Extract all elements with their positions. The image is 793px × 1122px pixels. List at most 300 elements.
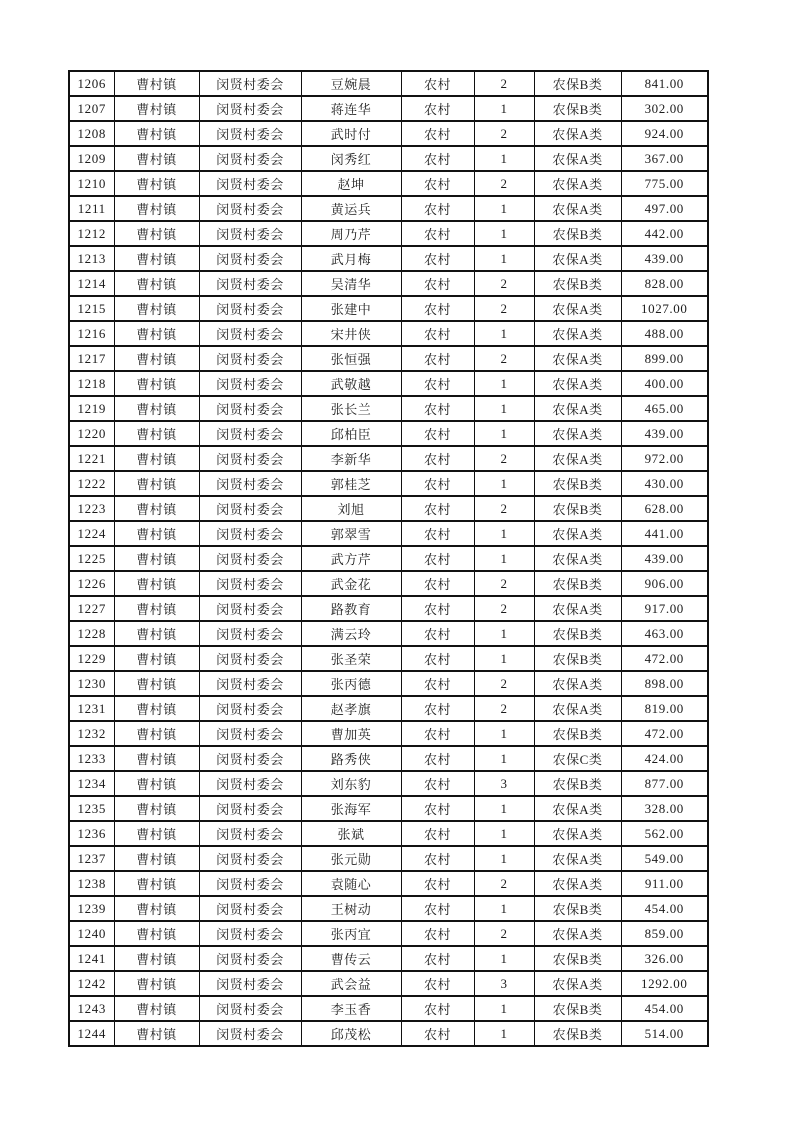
cell-town: 曹村镇 xyxy=(114,921,199,946)
cell-village-committee: 闵贤村委会 xyxy=(199,171,301,196)
cell-person-name: 曹传云 xyxy=(301,946,401,971)
cell-household-type: 农村 xyxy=(401,596,474,621)
cell-household-type: 农村 xyxy=(401,1021,474,1046)
cell-serial-number: 1210 xyxy=(69,171,114,196)
cell-village-committee: 闵贤村委会 xyxy=(199,321,301,346)
cell-village-committee: 闵贤村委会 xyxy=(199,921,301,946)
cell-household-type: 农村 xyxy=(401,571,474,596)
cell-insurance-category: 农保C类 xyxy=(534,746,621,771)
cell-person-count: 3 xyxy=(474,771,534,796)
cell-person-name: 武会益 xyxy=(301,971,401,996)
cell-serial-number: 1240 xyxy=(69,921,114,946)
cell-person-name: 张圣荣 xyxy=(301,646,401,671)
cell-amount: 514.00 xyxy=(621,1021,708,1046)
cell-household-type: 农村 xyxy=(401,421,474,446)
cell-town: 曹村镇 xyxy=(114,521,199,546)
cell-serial-number: 1239 xyxy=(69,896,114,921)
cell-person-count: 2 xyxy=(474,71,534,96)
cell-insurance-category: 农保B类 xyxy=(534,721,621,746)
cell-serial-number: 1243 xyxy=(69,996,114,1021)
cell-person-count: 2 xyxy=(474,496,534,521)
cell-village-committee: 闵贤村委会 xyxy=(199,521,301,546)
table-row xyxy=(69,746,708,771)
cell-serial-number: 1222 xyxy=(69,471,114,496)
cell-amount: 906.00 xyxy=(621,571,708,596)
cell-insurance-category: 农保B类 xyxy=(534,221,621,246)
cell-amount: 828.00 xyxy=(621,271,708,296)
cell-person-name: 闵秀红 xyxy=(301,146,401,171)
cell-amount: 463.00 xyxy=(621,621,708,646)
table-row xyxy=(69,846,708,871)
cell-serial-number: 1219 xyxy=(69,396,114,421)
cell-serial-number: 1232 xyxy=(69,721,114,746)
cell-serial-number: 1227 xyxy=(69,596,114,621)
cell-household-type: 农村 xyxy=(401,546,474,571)
cell-village-committee: 闵贤村委会 xyxy=(199,846,301,871)
cell-household-type: 农村 xyxy=(401,321,474,346)
cell-person-count: 3 xyxy=(474,971,534,996)
cell-person-name: 黄运兵 xyxy=(301,196,401,221)
cell-household-type: 农村 xyxy=(401,696,474,721)
cell-serial-number: 1211 xyxy=(69,196,114,221)
cell-serial-number: 1217 xyxy=(69,346,114,371)
cell-person-count: 1 xyxy=(474,796,534,821)
cell-amount: 302.00 xyxy=(621,96,708,121)
cell-amount: 439.00 xyxy=(621,246,708,271)
cell-person-count: 1 xyxy=(474,221,534,246)
cell-serial-number: 1209 xyxy=(69,146,114,171)
cell-serial-number: 1234 xyxy=(69,771,114,796)
cell-town: 曹村镇 xyxy=(114,196,199,221)
cell-insurance-category: 农保B类 xyxy=(534,896,621,921)
cell-serial-number: 1223 xyxy=(69,496,114,521)
cell-village-committee: 闵贤村委会 xyxy=(199,996,301,1021)
cell-amount: 497.00 xyxy=(621,196,708,221)
cell-insurance-category: 农保A类 xyxy=(534,546,621,571)
cell-person-count: 2 xyxy=(474,921,534,946)
cell-town: 曹村镇 xyxy=(114,646,199,671)
cell-amount: 628.00 xyxy=(621,496,708,521)
cell-person-count: 2 xyxy=(474,671,534,696)
cell-amount: 326.00 xyxy=(621,946,708,971)
cell-town: 曹村镇 xyxy=(114,1021,199,1046)
cell-insurance-category: 农保A类 xyxy=(534,246,621,271)
table-row xyxy=(69,521,708,546)
cell-town: 曹村镇 xyxy=(114,796,199,821)
cell-serial-number: 1221 xyxy=(69,446,114,471)
cell-insurance-category: 农保A类 xyxy=(534,971,621,996)
cell-household-type: 农村 xyxy=(401,471,474,496)
cell-person-name: 赵坤 xyxy=(301,171,401,196)
cell-insurance-category: 农保B类 xyxy=(534,471,621,496)
cell-person-count: 1 xyxy=(474,546,534,571)
cell-person-name: 路秀侠 xyxy=(301,746,401,771)
cell-serial-number: 1242 xyxy=(69,971,114,996)
cell-household-type: 农村 xyxy=(401,496,474,521)
cell-town: 曹村镇 xyxy=(114,246,199,271)
cell-person-count: 1 xyxy=(474,646,534,671)
table-row xyxy=(69,71,708,96)
cell-household-type: 农村 xyxy=(401,871,474,896)
cell-person-name: 张丙宜 xyxy=(301,921,401,946)
cell-household-type: 农村 xyxy=(401,921,474,946)
cell-person-count: 1 xyxy=(474,471,534,496)
cell-person-name: 王树动 xyxy=(301,896,401,921)
table-row xyxy=(69,146,708,171)
cell-serial-number: 1225 xyxy=(69,546,114,571)
cell-village-committee: 闵贤村委会 xyxy=(199,796,301,821)
cell-person-count: 2 xyxy=(474,596,534,621)
cell-amount: 562.00 xyxy=(621,821,708,846)
cell-person-name: 曹加英 xyxy=(301,721,401,746)
cell-serial-number: 1220 xyxy=(69,421,114,446)
cell-serial-number: 1212 xyxy=(69,221,114,246)
cell-village-committee: 闵贤村委会 xyxy=(199,1021,301,1046)
cell-household-type: 农村 xyxy=(401,621,474,646)
cell-amount: 898.00 xyxy=(621,671,708,696)
cell-village-committee: 闵贤村委会 xyxy=(199,746,301,771)
cell-insurance-category: 农保B类 xyxy=(534,621,621,646)
cell-insurance-category: 农保A类 xyxy=(534,871,621,896)
cell-insurance-category: 农保B类 xyxy=(534,771,621,796)
cell-town: 曹村镇 xyxy=(114,71,199,96)
cell-insurance-category: 农保A类 xyxy=(534,346,621,371)
cell-amount: 400.00 xyxy=(621,371,708,396)
cell-insurance-category: 农保A类 xyxy=(534,796,621,821)
cell-town: 曹村镇 xyxy=(114,621,199,646)
cell-village-committee: 闵贤村委会 xyxy=(199,971,301,996)
cell-town: 曹村镇 xyxy=(114,146,199,171)
cell-village-committee: 闵贤村委会 xyxy=(199,71,301,96)
cell-village-committee: 闵贤村委会 xyxy=(199,346,301,371)
cell-village-committee: 闵贤村委会 xyxy=(199,471,301,496)
cell-village-committee: 闵贤村委会 xyxy=(199,496,301,521)
table-row xyxy=(69,596,708,621)
cell-household-type: 农村 xyxy=(401,346,474,371)
cell-person-count: 1 xyxy=(474,321,534,346)
table-row xyxy=(69,571,708,596)
cell-serial-number: 1236 xyxy=(69,821,114,846)
cell-household-type: 农村 xyxy=(401,971,474,996)
table-row xyxy=(69,946,708,971)
cell-person-count: 2 xyxy=(474,871,534,896)
table-row xyxy=(69,796,708,821)
cell-insurance-category: 农保B类 xyxy=(534,96,621,121)
cell-person-name: 邱茂松 xyxy=(301,1021,401,1046)
cell-village-committee: 闵贤村委会 xyxy=(199,621,301,646)
cell-household-type: 农村 xyxy=(401,846,474,871)
cell-insurance-category: 农保B类 xyxy=(534,271,621,296)
cell-amount: 439.00 xyxy=(621,421,708,446)
cell-household-type: 农村 xyxy=(401,896,474,921)
cell-person-count: 1 xyxy=(474,621,534,646)
cell-household-type: 农村 xyxy=(401,646,474,671)
cell-household-type: 农村 xyxy=(401,171,474,196)
cell-village-committee: 闵贤村委会 xyxy=(199,121,301,146)
cell-amount: 439.00 xyxy=(621,546,708,571)
cell-person-count: 1 xyxy=(474,396,534,421)
cell-insurance-category: 农保A类 xyxy=(534,146,621,171)
cell-household-type: 农村 xyxy=(401,371,474,396)
cell-person-name: 路教育 xyxy=(301,596,401,621)
cell-insurance-category: 农保A类 xyxy=(534,446,621,471)
cell-person-name: 蒋连华 xyxy=(301,96,401,121)
cell-insurance-category: 农保A类 xyxy=(534,696,621,721)
table-row xyxy=(69,996,708,1021)
cell-insurance-category: 农保B类 xyxy=(534,996,621,1021)
cell-village-committee: 闵贤村委会 xyxy=(199,271,301,296)
table-row xyxy=(69,871,708,896)
cell-household-type: 农村 xyxy=(401,271,474,296)
cell-amount: 441.00 xyxy=(621,521,708,546)
cell-household-type: 农村 xyxy=(401,96,474,121)
cell-person-name: 李玉香 xyxy=(301,996,401,1021)
table-row xyxy=(69,696,708,721)
table-row xyxy=(69,646,708,671)
table-row xyxy=(69,471,708,496)
cell-village-committee: 闵贤村委会 xyxy=(199,571,301,596)
cell-town: 曹村镇 xyxy=(114,421,199,446)
table-row xyxy=(69,271,708,296)
cell-insurance-category: 农保A类 xyxy=(534,421,621,446)
cell-serial-number: 1233 xyxy=(69,746,114,771)
cell-village-committee: 闵贤村委会 xyxy=(199,821,301,846)
cell-town: 曹村镇 xyxy=(114,996,199,1021)
cell-village-committee: 闵贤村委会 xyxy=(199,696,301,721)
cell-village-committee: 闵贤村委会 xyxy=(199,371,301,396)
table-row xyxy=(69,371,708,396)
cell-village-committee: 闵贤村委会 xyxy=(199,96,301,121)
cell-household-type: 农村 xyxy=(401,71,474,96)
cell-amount: 549.00 xyxy=(621,846,708,871)
cell-town: 曹村镇 xyxy=(114,321,199,346)
cell-person-name: 张建中 xyxy=(301,296,401,321)
cell-person-count: 1 xyxy=(474,846,534,871)
cell-insurance-category: 农保A类 xyxy=(534,671,621,696)
cell-amount: 328.00 xyxy=(621,796,708,821)
cell-amount: 841.00 xyxy=(621,71,708,96)
cell-village-committee: 闵贤村委会 xyxy=(199,946,301,971)
cell-person-name: 邱柏臣 xyxy=(301,421,401,446)
cell-amount: 911.00 xyxy=(621,871,708,896)
cell-person-count: 2 xyxy=(474,271,534,296)
cell-town: 曹村镇 xyxy=(114,821,199,846)
cell-town: 曹村镇 xyxy=(114,896,199,921)
cell-insurance-category: 农保A类 xyxy=(534,596,621,621)
cell-village-committee: 闵贤村委会 xyxy=(199,146,301,171)
cell-person-count: 1 xyxy=(474,1021,534,1046)
cell-village-committee: 闵贤村委会 xyxy=(199,771,301,796)
cell-town: 曹村镇 xyxy=(114,396,199,421)
cell-serial-number: 1206 xyxy=(69,71,114,96)
cell-town: 曹村镇 xyxy=(114,171,199,196)
cell-amount: 454.00 xyxy=(621,996,708,1021)
cell-person-name: 刘旭 xyxy=(301,496,401,521)
cell-village-committee: 闵贤村委会 xyxy=(199,296,301,321)
cell-household-type: 农村 xyxy=(401,196,474,221)
cell-serial-number: 1230 xyxy=(69,671,114,696)
cell-serial-number: 1214 xyxy=(69,271,114,296)
table-row xyxy=(69,896,708,921)
cell-town: 曹村镇 xyxy=(114,946,199,971)
cell-serial-number: 1244 xyxy=(69,1021,114,1046)
cell-amount: 465.00 xyxy=(621,396,708,421)
cell-town: 曹村镇 xyxy=(114,671,199,696)
cell-town: 曹村镇 xyxy=(114,471,199,496)
table-row xyxy=(69,296,708,321)
cell-town: 曹村镇 xyxy=(114,371,199,396)
cell-person-name: 袁随心 xyxy=(301,871,401,896)
table-body xyxy=(69,71,708,1046)
cell-amount: 424.00 xyxy=(621,746,708,771)
cell-village-committee: 闵贤村委会 xyxy=(199,871,301,896)
table-row xyxy=(69,171,708,196)
cell-person-name: 吴清华 xyxy=(301,271,401,296)
table-row xyxy=(69,821,708,846)
cell-insurance-category: 农保B类 xyxy=(534,1021,621,1046)
cell-amount: 430.00 xyxy=(621,471,708,496)
table-row xyxy=(69,721,708,746)
cell-household-type: 农村 xyxy=(401,296,474,321)
cell-insurance-category: 农保A类 xyxy=(534,121,621,146)
cell-person-count: 1 xyxy=(474,521,534,546)
cell-person-name: 豆婉晨 xyxy=(301,71,401,96)
cell-household-type: 农村 xyxy=(401,671,474,696)
cell-town: 曹村镇 xyxy=(114,596,199,621)
cell-household-type: 农村 xyxy=(401,796,474,821)
cell-serial-number: 1228 xyxy=(69,621,114,646)
cell-person-count: 1 xyxy=(474,371,534,396)
cell-person-name: 满云玲 xyxy=(301,621,401,646)
cell-person-count: 1 xyxy=(474,146,534,171)
cell-village-committee: 闵贤村委会 xyxy=(199,721,301,746)
cell-amount: 472.00 xyxy=(621,646,708,671)
cell-village-committee: 闵贤村委会 xyxy=(199,396,301,421)
cell-town: 曹村镇 xyxy=(114,221,199,246)
cell-person-count: 2 xyxy=(474,696,534,721)
cell-serial-number: 1235 xyxy=(69,796,114,821)
cell-village-committee: 闵贤村委会 xyxy=(199,246,301,271)
cell-town: 曹村镇 xyxy=(114,771,199,796)
cell-person-count: 1 xyxy=(474,246,534,271)
cell-household-type: 农村 xyxy=(401,771,474,796)
cell-amount: 367.00 xyxy=(621,146,708,171)
cell-village-committee: 闵贤村委会 xyxy=(199,446,301,471)
cell-person-name: 武敬越 xyxy=(301,371,401,396)
cell-person-count: 1 xyxy=(474,896,534,921)
cell-serial-number: 1238 xyxy=(69,871,114,896)
cell-town: 曹村镇 xyxy=(114,346,199,371)
cell-amount: 472.00 xyxy=(621,721,708,746)
cell-amount: 877.00 xyxy=(621,771,708,796)
cell-town: 曹村镇 xyxy=(114,746,199,771)
table-row xyxy=(69,96,708,121)
cell-insurance-category: 农保B类 xyxy=(534,496,621,521)
cell-household-type: 农村 xyxy=(401,821,474,846)
cell-village-committee: 闵贤村委会 xyxy=(199,221,301,246)
cell-household-type: 农村 xyxy=(401,521,474,546)
cell-town: 曹村镇 xyxy=(114,446,199,471)
cell-insurance-category: 农保A类 xyxy=(534,521,621,546)
cell-person-name: 李新华 xyxy=(301,446,401,471)
cell-amount: 442.00 xyxy=(621,221,708,246)
cell-town: 曹村镇 xyxy=(114,871,199,896)
cell-serial-number: 1237 xyxy=(69,846,114,871)
table-row xyxy=(69,546,708,571)
cell-village-committee: 闵贤村委会 xyxy=(199,421,301,446)
table-row xyxy=(69,121,708,146)
cell-amount: 1027.00 xyxy=(621,296,708,321)
cell-serial-number: 1216 xyxy=(69,321,114,346)
cell-amount: 454.00 xyxy=(621,896,708,921)
cell-person-count: 1 xyxy=(474,946,534,971)
cell-town: 曹村镇 xyxy=(114,271,199,296)
cell-insurance-category: 农保A类 xyxy=(534,196,621,221)
cell-household-type: 农村 xyxy=(401,121,474,146)
cell-household-type: 农村 xyxy=(401,246,474,271)
cell-household-type: 农村 xyxy=(401,146,474,171)
cell-serial-number: 1226 xyxy=(69,571,114,596)
cell-person-name: 张海军 xyxy=(301,796,401,821)
cell-town: 曹村镇 xyxy=(114,546,199,571)
table-row xyxy=(69,421,708,446)
cell-person-name: 张丙德 xyxy=(301,671,401,696)
cell-village-committee: 闵贤村委会 xyxy=(199,596,301,621)
cell-amount: 899.00 xyxy=(621,346,708,371)
cell-amount: 1292.00 xyxy=(621,971,708,996)
cell-amount: 972.00 xyxy=(621,446,708,471)
cell-household-type: 农村 xyxy=(401,746,474,771)
cell-person-name: 张元勋 xyxy=(301,846,401,871)
cell-serial-number: 1224 xyxy=(69,521,114,546)
cell-amount: 819.00 xyxy=(621,696,708,721)
cell-person-name: 武时付 xyxy=(301,121,401,146)
cell-town: 曹村镇 xyxy=(114,721,199,746)
cell-insurance-category: 农保A类 xyxy=(534,296,621,321)
cell-person-count: 1 xyxy=(474,721,534,746)
table-row xyxy=(69,196,708,221)
cell-serial-number: 1218 xyxy=(69,371,114,396)
cell-person-count: 1 xyxy=(474,996,534,1021)
cell-serial-number: 1215 xyxy=(69,296,114,321)
cell-household-type: 农村 xyxy=(401,721,474,746)
table-row xyxy=(69,971,708,996)
table-row xyxy=(69,246,708,271)
cell-amount: 859.00 xyxy=(621,921,708,946)
cell-household-type: 农村 xyxy=(401,396,474,421)
cell-person-count: 2 xyxy=(474,296,534,321)
cell-person-count: 1 xyxy=(474,821,534,846)
cell-person-count: 2 xyxy=(474,346,534,371)
cell-amount: 924.00 xyxy=(621,121,708,146)
cell-insurance-category: 农保A类 xyxy=(534,921,621,946)
cell-insurance-category: 农保A类 xyxy=(534,321,621,346)
cell-insurance-category: 农保A类 xyxy=(534,371,621,396)
cell-serial-number: 1207 xyxy=(69,96,114,121)
table-row xyxy=(69,321,708,346)
cell-village-committee: 闵贤村委会 xyxy=(199,646,301,671)
cell-household-type: 农村 xyxy=(401,446,474,471)
cell-village-committee: 闵贤村委会 xyxy=(199,896,301,921)
cell-person-count: 1 xyxy=(474,746,534,771)
cell-town: 曹村镇 xyxy=(114,696,199,721)
cell-insurance-category: 农保A类 xyxy=(534,396,621,421)
table-row xyxy=(69,771,708,796)
cell-amount: 488.00 xyxy=(621,321,708,346)
table-row xyxy=(69,446,708,471)
cell-serial-number: 1229 xyxy=(69,646,114,671)
cell-insurance-category: 农保B类 xyxy=(534,646,621,671)
